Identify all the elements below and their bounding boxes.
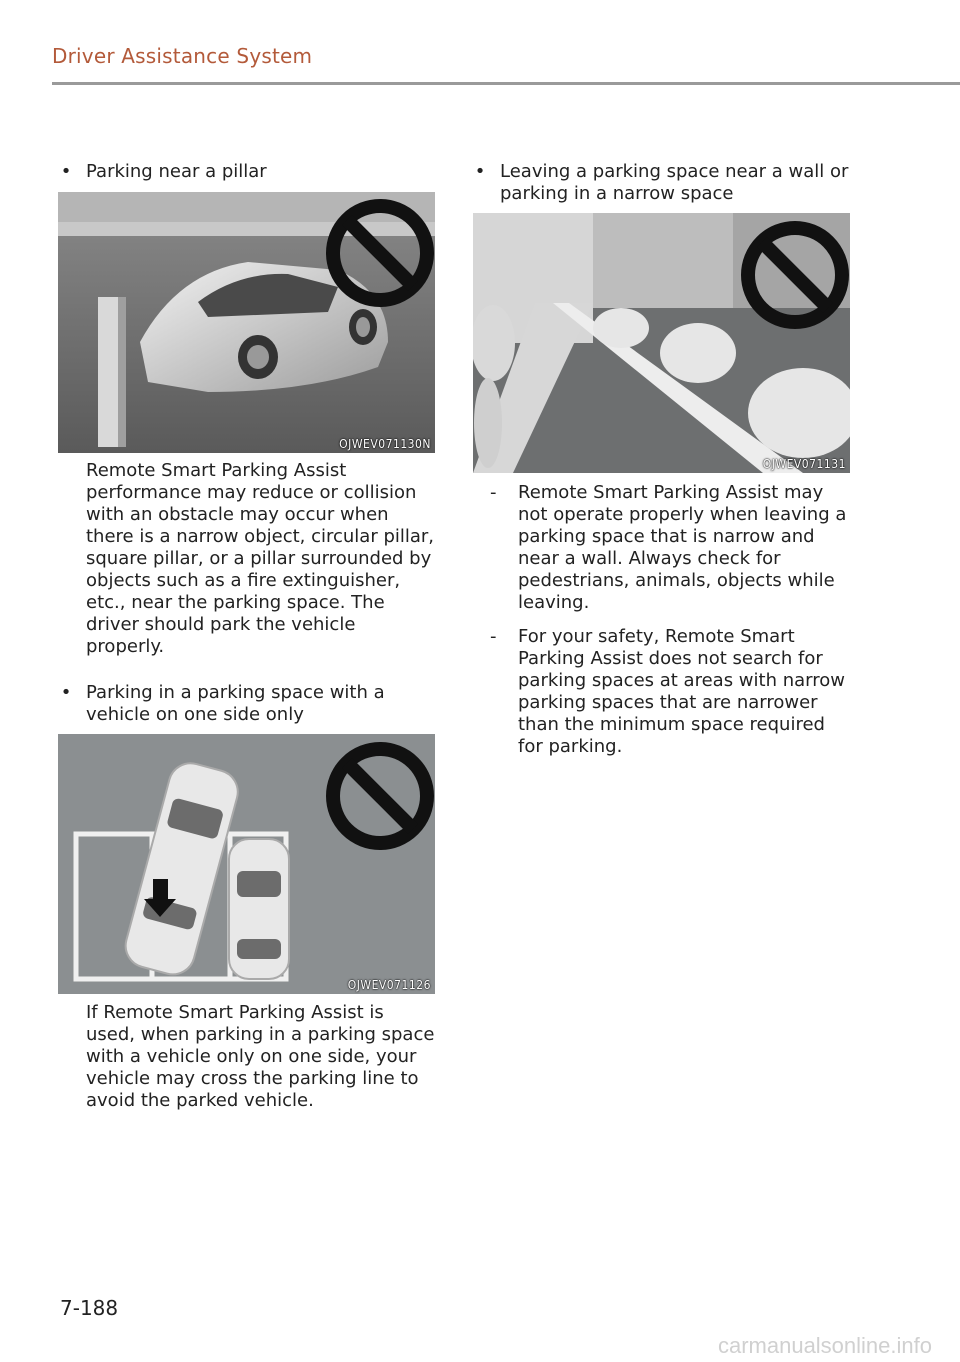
bullet-icon: • xyxy=(60,161,72,182)
figure-narrow-space xyxy=(473,213,850,473)
bullet-icon: • xyxy=(60,682,72,703)
left-paragraph-1: Remote Smart Parking Assist performance may reduce or collision with an obstacle may occur when there is a narrow object, circular pillar, square pillar, or a pillar surrounded by objects such as a fire extinguisher, etc., near the parking space. The driver should park the vehicle properly. xyxy=(86,460,435,657)
left-bullet-2 xyxy=(58,682,438,726)
figure-code: OJWEV071126 xyxy=(347,978,431,992)
left-paragraph-2: If Remote Smart Parking Assist is used, when parking in a parking space with a vehicle only on one side, your vehicle may cross the parking line to avoid the parked vehicle. xyxy=(86,1002,435,1111)
dash-item-1: - Remote Smart Parking Assist may not operate properly when leaving a parking space that is narrow and near a wall. Always check for pedestrians, animals, objects while leaving. xyxy=(490,482,847,613)
bullet-text: Leaving a parking space near a wall or parking in a narrow space xyxy=(500,161,849,204)
bullet-text: Parking near a pillar xyxy=(86,161,267,182)
page-number: 7-188 xyxy=(60,1296,119,1320)
page-header-title: Driver Assistance System xyxy=(52,44,313,68)
left-bullet-1 xyxy=(58,161,438,183)
figure-one-side-vehicle xyxy=(58,734,435,994)
right-bullet-1 xyxy=(472,161,852,205)
dash-item-2: - For your safety, Remote Smart Parking Assist does not search for parking spaces at areas with narrow parking spaces that are narrower than the minimum space required for parking. xyxy=(490,626,845,757)
bullet-text: Parking in a parking space with a vehicle on one side only xyxy=(86,682,385,725)
bullet-icon: • xyxy=(474,161,486,182)
figure-pillar-parking xyxy=(58,192,435,453)
figure-code: OJWEV071131 xyxy=(762,457,846,471)
dash-icon: - xyxy=(490,482,497,503)
right-dash-list xyxy=(472,482,852,770)
header-divider xyxy=(52,82,960,85)
dash-icon: - xyxy=(490,626,497,647)
figure-code: OJWEV071130N xyxy=(339,437,431,451)
watermark: carmanualsonline.info xyxy=(717,1333,932,1358)
